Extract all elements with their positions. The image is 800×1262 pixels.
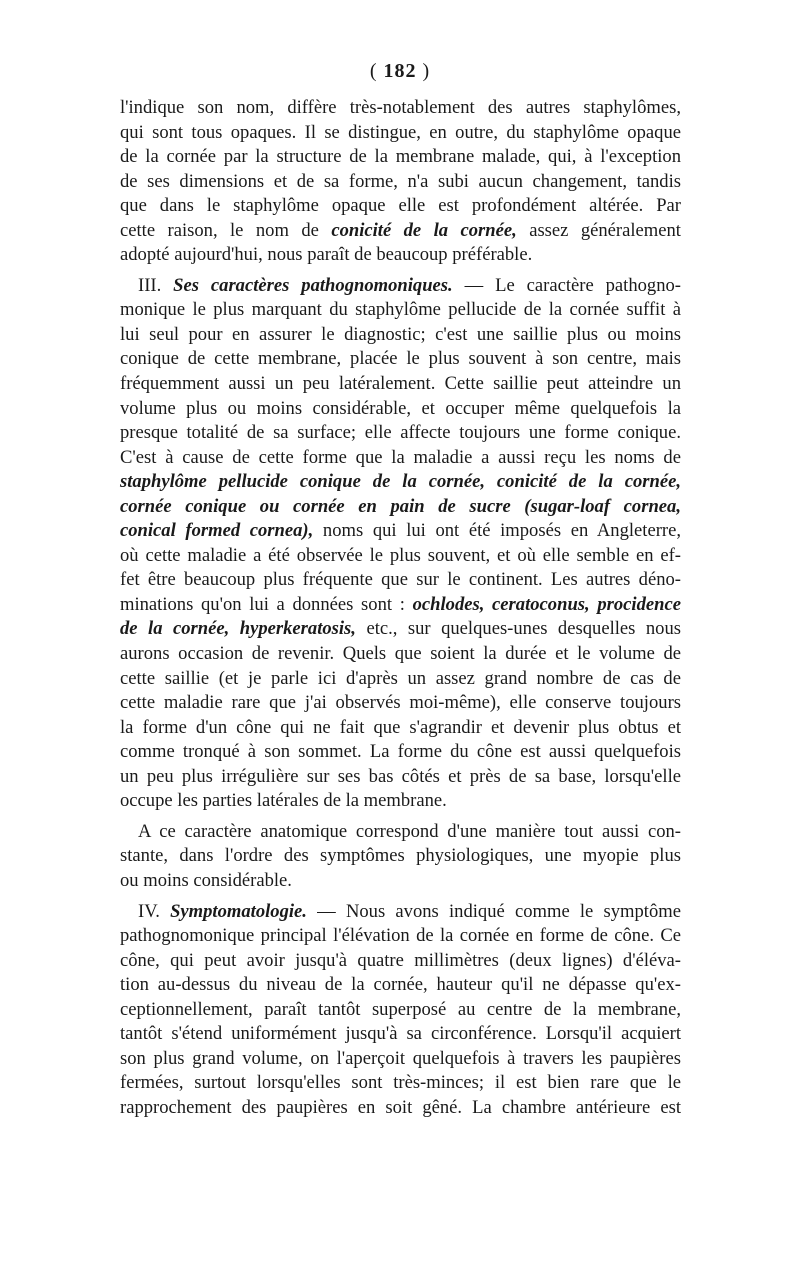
text-line: fréquemment aussi un peu latéralement. Cette saillie peut atteindre un [120,373,681,395]
text-line: l'indique son nom, diffère très-notablement des autres staphylômes, [120,97,681,118]
text-line: monique le plus marquant du staphylôme pellucide de la cornée suffit à [120,299,681,321]
term-italic: conical formed cornea), [120,520,314,542]
text-line: cette saillie (et je parle ici d'après un assez grand nombre de cas de [120,667,681,689]
text-line [120,519,681,544]
term-italic: de la cornée, hyperkeratosis, [120,618,356,640]
text-line: un peu plus irrégulière sur ses bas côtés et près de sa base, lorsqu'elle [120,765,681,787]
text-line: stante, dans l'ordre des symptômes physiologiques, une myopie plus [120,845,681,867]
section-title: Symptomatologie. [170,900,307,922]
text-line: comme tronqué à son sommet. La forme du cône est aussi quelquefois [120,741,681,763]
text-line: tantôt s'étend uniformément jusqu'à sa circonférence. Lorsqu'il acquiert [120,1023,681,1045]
text-line [120,593,681,618]
text-line: presque totalité de sa surface; elle affecte toujours une forme conique. [120,422,681,444]
text-line: que dans le staphylôme opaque elle est profondément altérée. Par [120,195,681,217]
text-run: noms qui lui ont été imposés en Angleterre, [322,520,681,542]
text-line: adopté aujourd'hui, nous paraît de beaucoup préférable. [120,244,533,266]
text-line: où cette maladie a été observée le plus souvent, et où elle semble en ef- [120,544,681,566]
text-line: lui seul pour en assurer le diagnostic; c'est une saillie plus ou moins [120,323,681,345]
text-run: — Nous avons indiqué comme le symptôme [317,900,681,922]
text-run: — Le caractère pathogno- [464,274,681,296]
text-line: volume plus ou moins considérable, et occuper même quelquefois la [120,397,681,419]
text-line: tion au-dessus du niveau de la cornée, hauteur qu'il ne dépasse qu'ex- [120,974,681,996]
text-line: cône, qui peut avoir jusqu'à quatre millimètres (deux lignes) d'éléva- [120,949,681,971]
text-line: de ses dimensions et de sa forme, n'a subi aucun changement, tandis [120,170,681,192]
text-line: la forme d'un cône qui ne fait que s'agrandir et devenir plus obtus et [120,716,681,738]
text-run: assez généralement [529,219,681,241]
text-line: cette maladie rare que j'ai observés moi-même), elle conserve toujours [120,692,681,714]
page-number: ( 182 ) [369,60,431,82]
term-italic: ochlodes, ceratoconus, procidence [412,593,681,615]
text-line: ou moins considérable. [120,869,292,891]
text-line: A ce caractère anatomique correspond d'une manière tout aussi con- [138,820,681,842]
term-italic: staphylôme pellucide conique de la cornée, conicité de la cornée, [120,471,681,493]
text-line [120,219,681,244]
section-heading-line [120,274,681,299]
text-line: fermées, surtout lorsqu'elles sont très-minces; il est bien rare que le [120,1072,681,1094]
section-heading-line [120,900,681,925]
section-number: IV. [138,900,160,922]
text-line: fet être beaucoup plus fréquente que sur le continent. Les autres déno- [120,569,681,591]
term-italic: conicité de la cornée, [331,219,517,241]
text-line: pathognomonique principal l'élévation de la cornée en forme de cône. Ce [120,925,681,947]
text-run: etc., sur quelques-unes desquelles nous [366,618,681,640]
text-line: occupe les parties latérales de la membrane. [120,790,447,812]
text-line: conique de cette membrane, placée le plus souvent à son centre, mais [120,348,681,370]
text-line: ceptionnellement, paraît tantôt superposé au centre de la membrane, [120,998,681,1020]
text-line [120,617,681,642]
text-line [120,470,681,495]
body-text [120,96,681,1120]
section-title: Ses caractères pathognomoniques. [173,274,453,296]
text-line: son plus grand volume, on l'aperçoit quelquefois à travers les paupières [120,1047,681,1069]
text-line: qui sont tous opaques. Il se distingue, en outre, du staphylôme opaque [120,121,681,143]
term-italic: cornée conique ou cornée en pain de sucre (sugar-loaf cornea, [120,495,681,517]
text-run: cette raison, le nom de [120,219,319,241]
text-line: rapprochement des paupières en soit gêné. La chambre antérieure est [120,1096,681,1118]
page-number-value: 182 [383,60,417,82]
text-line [120,495,681,520]
section-number: III. [138,274,162,296]
text-line: C'est à cause de cette forme que la maladie a aussi reçu les noms de [120,446,681,468]
text-line: aurons occasion de revenir. Quels que soient la durée et le volume de [120,643,681,665]
text-run: minations qu'on lui a données sont : [120,593,405,615]
text-line: de la cornée par la structure de la membrane malade, qui, à l'exception [120,146,681,168]
